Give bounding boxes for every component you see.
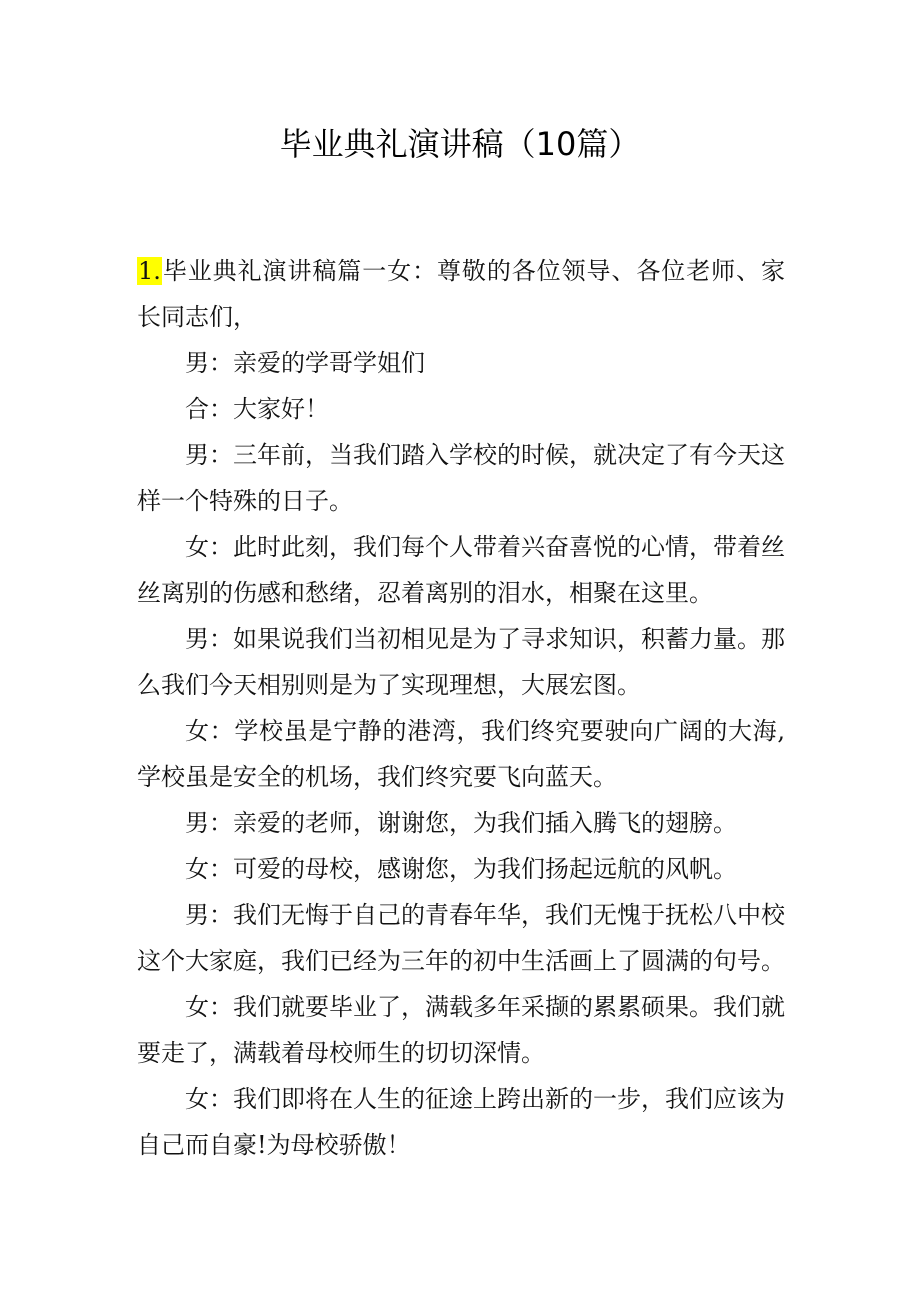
paragraph-6: 男：如果说我们当初相见是为了寻求知识，积蓄力量。那么我们今天相别则是为了实现理想，大展宏图。 <box>137 625 785 699</box>
paragraph-11: 女：我们就要毕业了，满载多年采撷的累累硕果。我们就要走了，满载着母校师生的切切深情。 <box>137 993 785 1067</box>
paragraph-4: 男：三年前，当我们踏入学校的时候，就决定了有今天这样一个特殊的日子。 <box>137 441 785 515</box>
paragraph-12: 女：我们即将在人生的征途上跨出新的一步，我们应该为自己而自豪!为母校骄傲！ <box>137 1085 785 1159</box>
document-title: 毕业典礼演讲稿（10篇） <box>279 125 641 163</box>
paragraph-9: 女：可爱的母校，感谢您，为我们扬起远航的风帆。 <box>185 855 737 883</box>
paragraph-3: 合：大家好！ <box>185 395 329 423</box>
paragraph-2: 男：亲爱的学哥学姐们 <box>185 349 425 377</box>
paragraph-5: 女：此时此刻，我们每个人带着兴奋喜悦的心情，带着丝丝离别的伤感和愁绪，忍着离别的泪水，相聚在这里。 <box>137 533 785 607</box>
document-body <box>137 248 785 1168</box>
paragraph-1 <box>137 248 785 340</box>
section-number-highlight: 1. <box>138 257 161 285</box>
paragraph-text: 毕业典礼演讲稿篇一女：尊敬的各位领导、各位老师、家长同志们， <box>137 257 785 331</box>
paragraph-10: 男：我们无悔于自己的青春年华，我们无愧于抚松八中校这个大家庭，我们已经为三年的初中生活画上了圆满的句号。 <box>137 901 785 975</box>
paragraph-8: 男：亲爱的老师，谢谢您，为我们插入腾飞的翅膀。 <box>185 809 737 837</box>
paragraph-7: 女：学校虽是宁静的港湾，我们终究要驶向广阔的大海,学校虽是安全的机场，我们终究要飞向蓝天。 <box>137 717 785 791</box>
